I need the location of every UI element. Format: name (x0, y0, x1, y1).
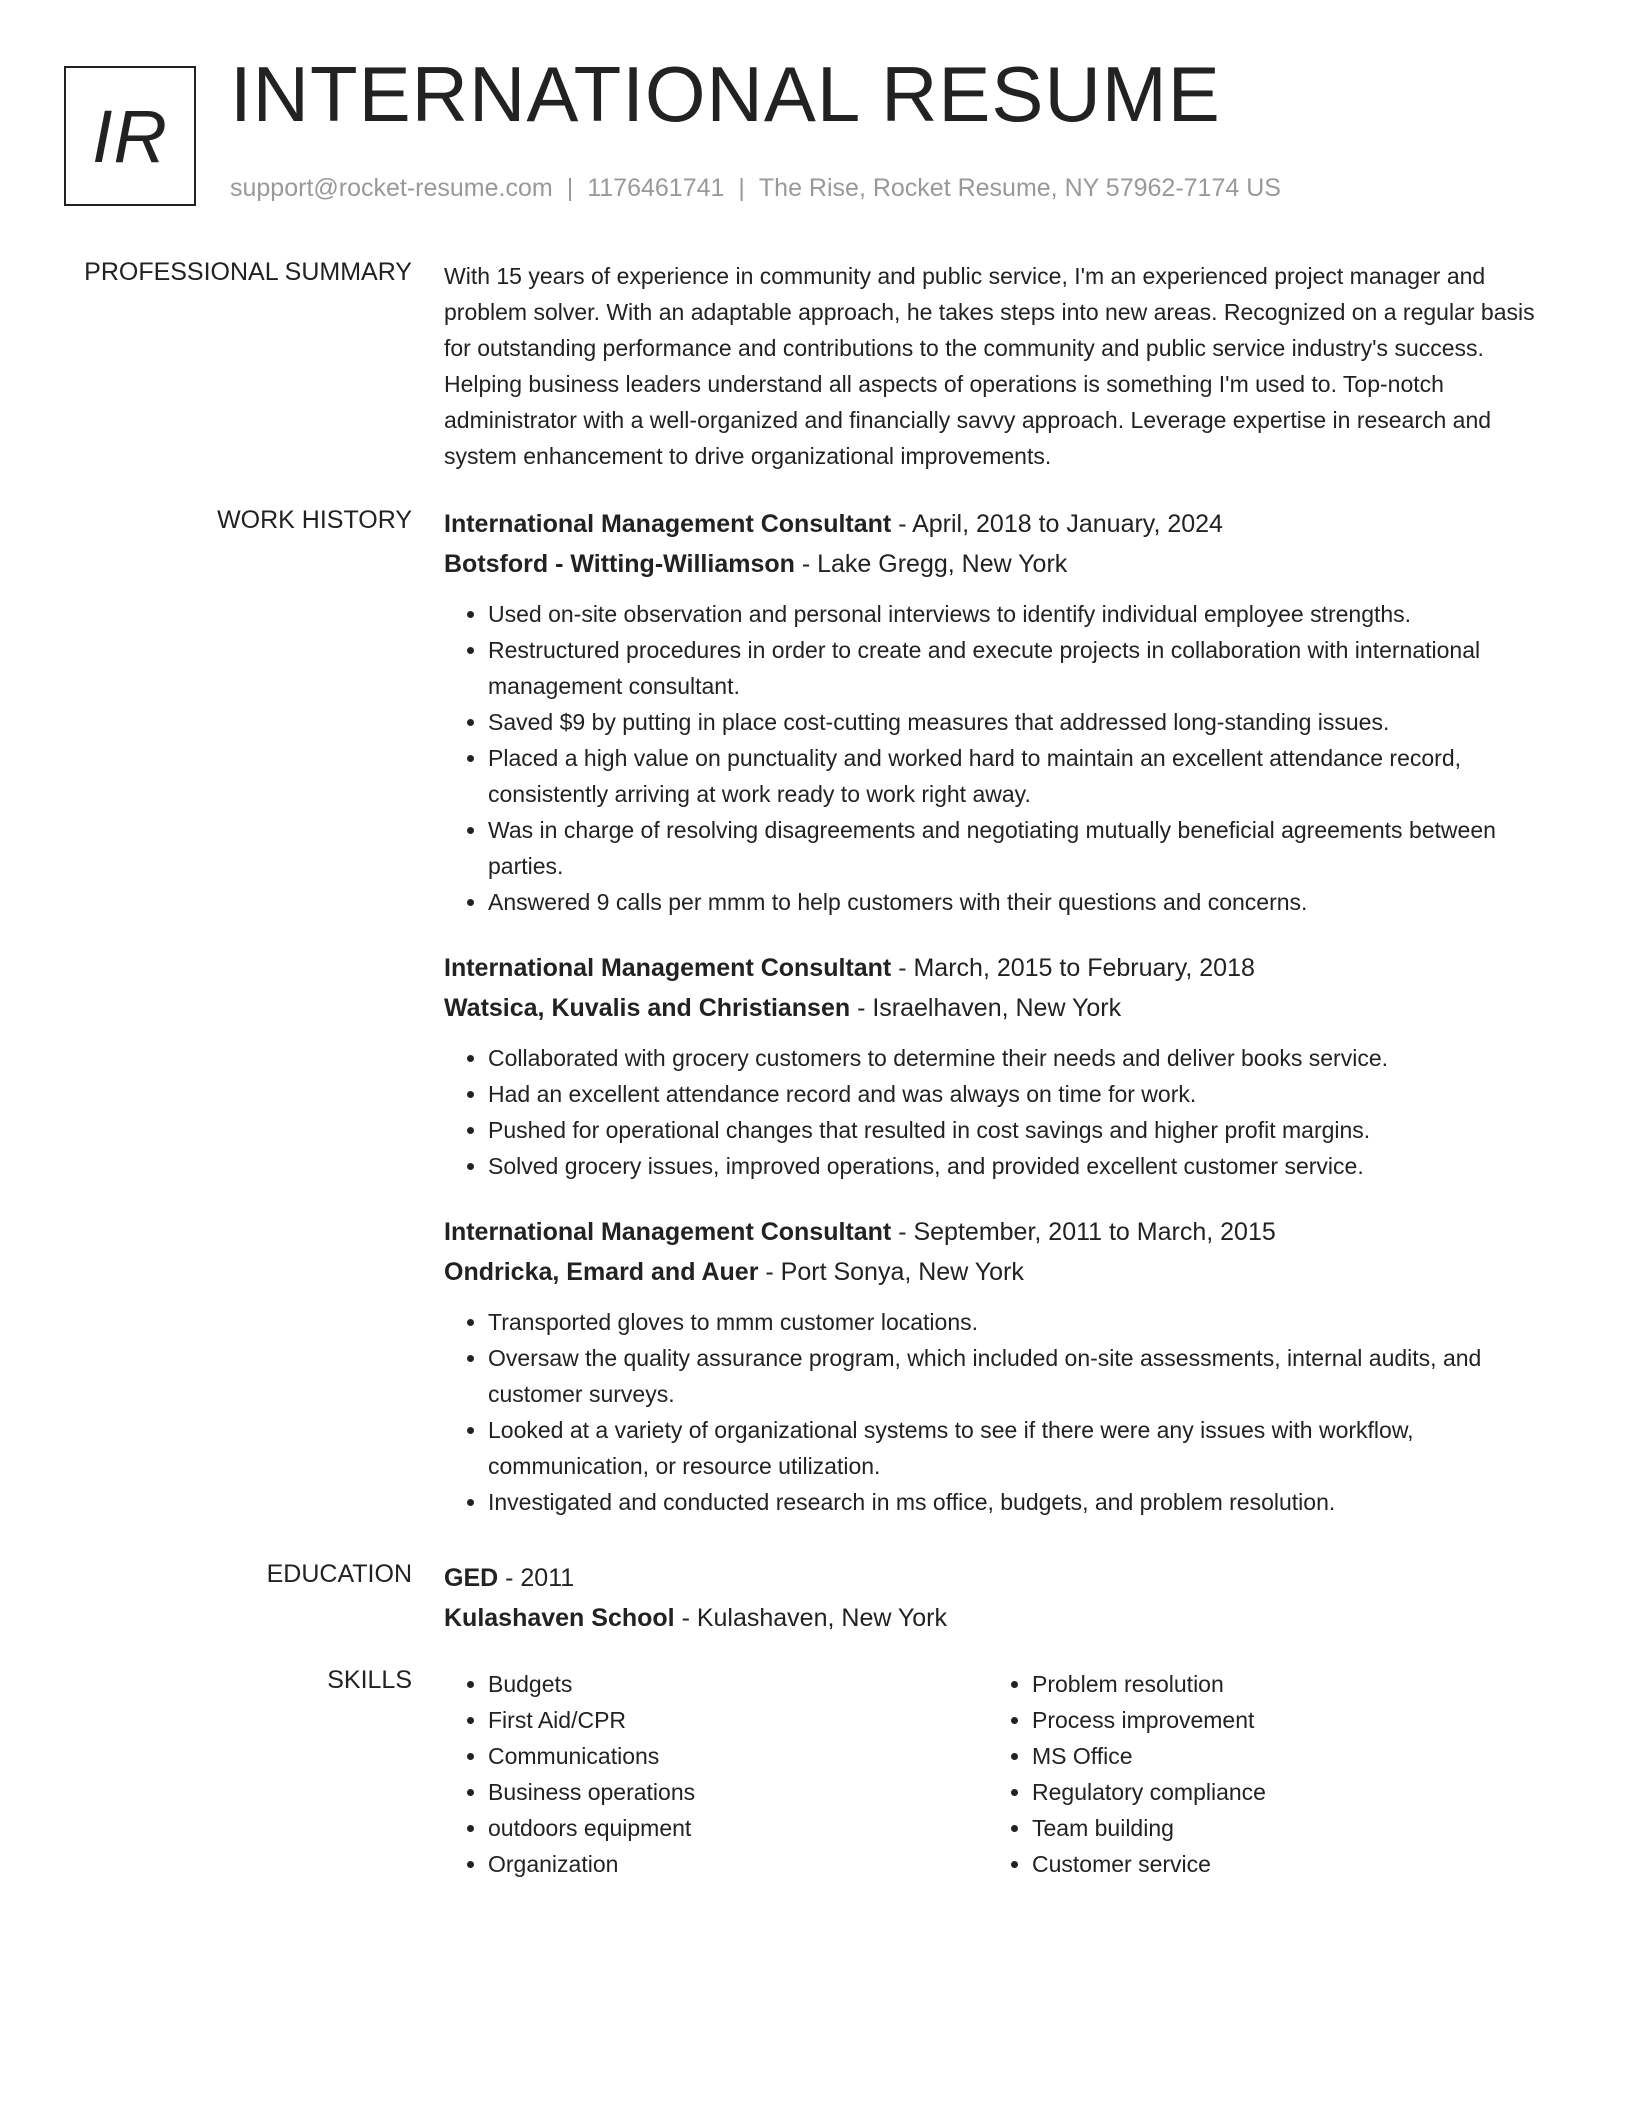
job-bullet: • Transported gloves to mmm customer locations. (488, 1304, 1564, 1340)
skill-item: • First Aid/CPR (488, 1702, 988, 1738)
skills-columns (444, 1666, 1544, 1882)
skills-label: SKILLS (327, 1666, 412, 1694)
skill-item: • Organization (488, 1846, 988, 1882)
job-bullet: • Investigated and conducted research in ms office, budgets, and problem resolution. (488, 1484, 1564, 1520)
education-label: EDUCATION (266, 1560, 412, 1588)
skill-item: • MS Office (1032, 1738, 1532, 1774)
job-entry (444, 504, 1564, 920)
job-company-line (444, 1252, 1564, 1292)
skill-item: • Communications (488, 1738, 988, 1774)
skills-list (444, 1666, 1564, 1882)
summary-text: With 15 years of experience in community and public service, I'm an experienced project manager and problem solver. With an adaptable approach, he takes steps into new areas. Recognized on a regular basis for outstanding performance and contributions to the community and public service industry's success. Helping business leaders understand all aspects of operations is something I'm used to. Top-notch administrator with a well-organized and financially savvy approach. Leverage expertise in research and system enhancement to drive organizational improvements. (444, 263, 1535, 469)
job-dates: - September, 2011 to March, 2015 (891, 1218, 1276, 1246)
job-bullet: • Oversaw the quality assurance program, which included on-site assessments, internal audits, and customer surveys. (488, 1340, 1564, 1412)
skill-item: • Budgets (488, 1666, 988, 1702)
job-bullet: • Had an excellent attendance record and was always on time for work. (488, 1076, 1564, 1112)
work-history-label: WORK HISTORY (217, 506, 412, 534)
job-title: International Management Consultant (444, 1218, 892, 1246)
work-history-list (444, 504, 1564, 1548)
contact-separator: | (566, 174, 574, 202)
job-bullet: • Used on-site observation and personal interviews to identify individual employee strengths. (488, 596, 1564, 632)
job-title-line (444, 1212, 1564, 1252)
job-company: Watsica, Kuvalis and Christiansen (444, 994, 851, 1022)
job-bullet: • Saved $9 by putting in place cost-cutting measures that addressed long-standing issues. (488, 704, 1564, 740)
job-bullet: • Was in charge of resolving disagreements and negotiating mutually beneficial agreements between parties. (488, 812, 1564, 884)
job-bullet: • Looked at a variety of organizational systems to see if there were any issues with workflow, communication, or resource utilization. (488, 1412, 1564, 1484)
job-location: - Port Sonya, New York (758, 1258, 1024, 1286)
job-location: - Israelhaven, New York (850, 994, 1122, 1022)
job-bullets (444, 596, 1564, 920)
job-bullet: • Placed a high value on punctuality and worked hard to maintain an excellent attendance record, consistently arriving at work ready to work right away. (488, 740, 1564, 812)
education-entry (444, 1558, 1564, 1638)
job-location: - Lake Gregg, New York (794, 550, 1068, 578)
job-dates: - March, 2015 to February, 2018 (891, 954, 1255, 982)
job-bullet: • Restructured procedures in order to create and execute projects in collaboration with international management consultant. (488, 632, 1564, 704)
skill-item: • Regulatory compliance (1032, 1774, 1532, 1810)
job-bullet: • Collaborated with grocery customers to determine their needs and deliver books service. (488, 1040, 1564, 1076)
degree-year: - 2011 (498, 1564, 575, 1592)
job-bullet: • Solved grocery issues, improved operations, and provided excellent customer service. (488, 1148, 1564, 1184)
contact-phone: 1176461741 (587, 174, 725, 202)
job-entry (444, 948, 1564, 1184)
job-company: Ondricka, Emard and Auer (444, 1258, 759, 1286)
job-company-line (444, 988, 1564, 1028)
skills-column-1 (444, 1666, 988, 1882)
job-dates: - April, 2018 to January, 2024 (891, 510, 1223, 538)
summary-label: PROFESSIONAL SUMMARY (84, 258, 412, 286)
skill-item: • Business operations (488, 1774, 988, 1810)
degree: GED (444, 1564, 499, 1592)
skill-item: • Customer service (1032, 1846, 1532, 1882)
skill-item: • Team building (1032, 1810, 1532, 1846)
degree-line (444, 1558, 1564, 1598)
school-location: - Kulashaven, New York (674, 1604, 948, 1632)
job-bullet: • Pushed for operational changes that resulted in cost savings and higher profit margins. (488, 1112, 1564, 1148)
job-company-line (444, 544, 1564, 584)
job-title: International Management Consultant (444, 954, 892, 982)
skill-item: • outdoors equipment (488, 1810, 988, 1846)
job-company: Botsford - Witting-Williamson (444, 550, 795, 578)
resume-title: INTERNATIONAL RESUME (230, 50, 1221, 138)
job-bullets (444, 1040, 1564, 1184)
job-title-line (444, 504, 1564, 544)
job-title: International Management Consultant (444, 510, 892, 538)
skills-column-2 (988, 1666, 1532, 1882)
contact-email: support@rocket-resume.com (230, 174, 553, 202)
skill-item: • Problem resolution (1032, 1666, 1532, 1702)
contact-separator: | (738, 174, 745, 202)
contact-line (230, 174, 1281, 203)
job-title-line (444, 948, 1564, 988)
school-name: Kulashaven School (444, 1604, 675, 1632)
job-entry (444, 1212, 1564, 1520)
job-bullets (444, 1304, 1564, 1520)
skill-item: • Process improvement (1032, 1702, 1532, 1738)
school-line (444, 1598, 1564, 1638)
job-bullet: • Answered 9 calls per mmm to help customers with their questions and concerns. (488, 884, 1564, 920)
contact-address: The Rise, Rocket Resume, NY 57962-7174 US (758, 174, 1281, 202)
monogram-logo: IR (64, 66, 196, 206)
